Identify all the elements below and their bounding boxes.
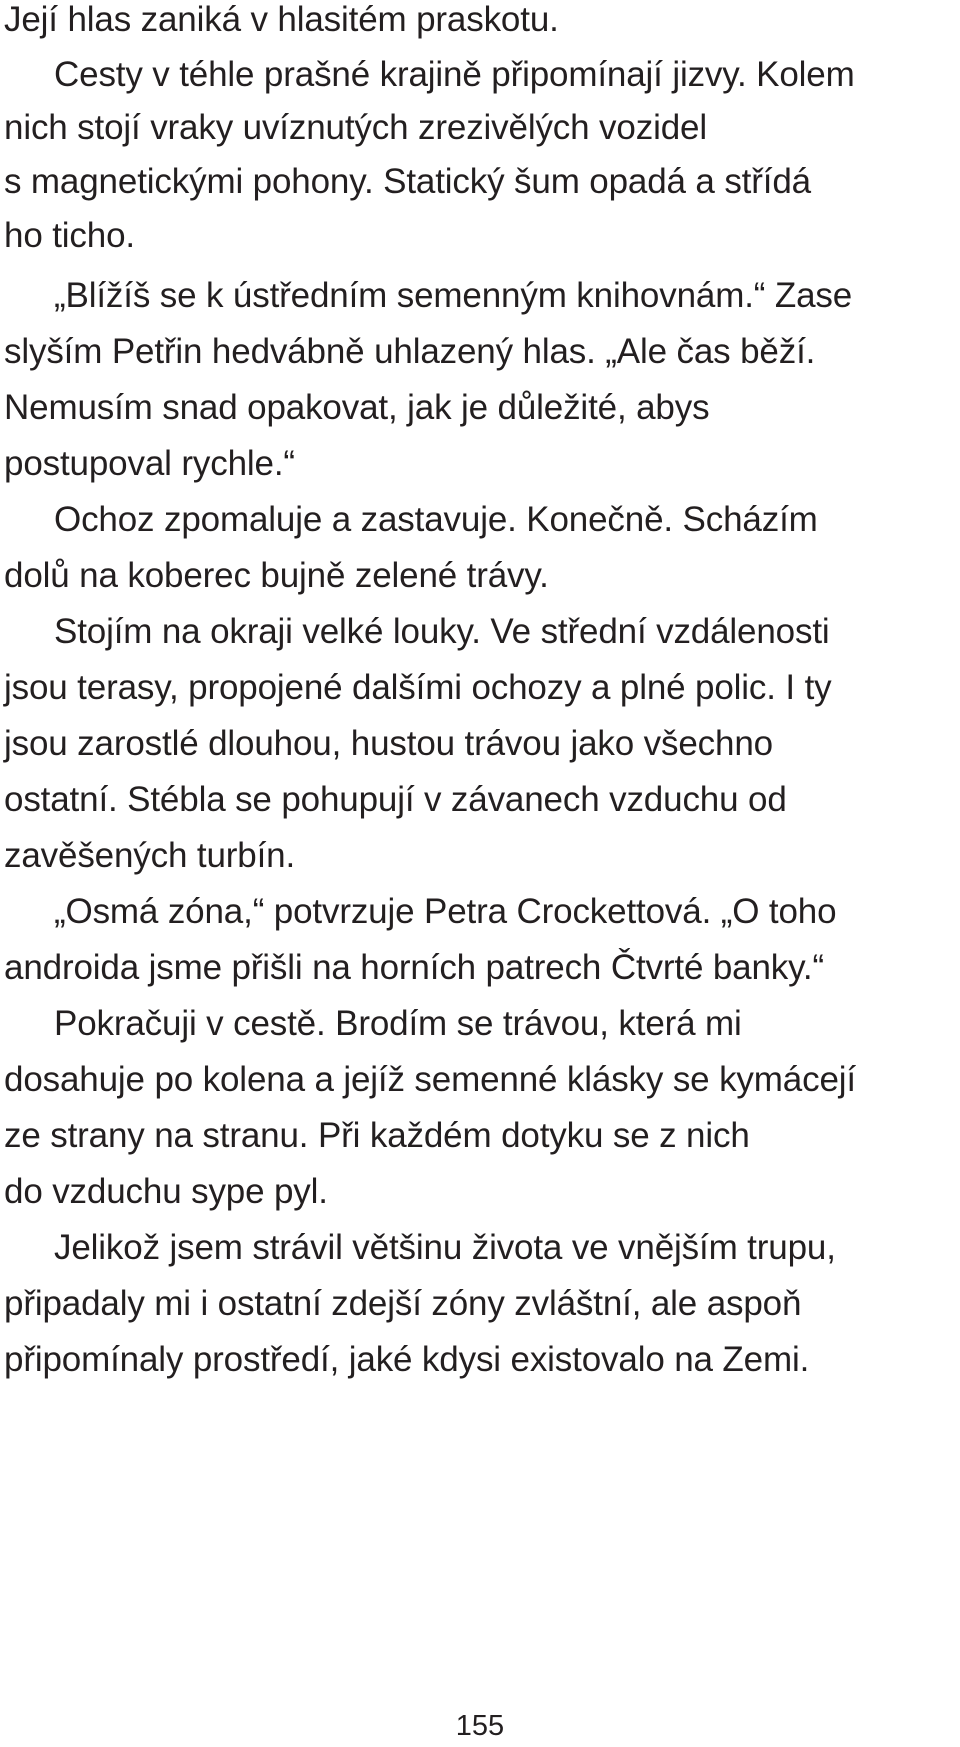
text-line: připadaly mi i ostatní zdejší zóny zvláštní, ale aspoň [4, 1284, 802, 1323]
text-line: nich stojí vraky uvíznutých zrezivělých vozidel [4, 108, 707, 147]
text-line: s magnetickými pohony. Statický šum opadá a střídá [4, 162, 811, 201]
text-line: ostatní. Stébla se pohupují v závanech vzduchu od [4, 780, 787, 819]
text-line: do vzduchu sype pyl. [4, 1172, 328, 1211]
text-line: Cesty v téhle prašné krajině připomínají jizvy. Kolem [54, 55, 855, 94]
text-line: Jelikož jsem strávil většinu života ve vnějším trupu, [54, 1228, 836, 1267]
text-line: postupoval rychle.“ [4, 444, 295, 483]
text-line: dosahuje po kolena a jejíž semenné klásky se kymácejí [4, 1060, 856, 1099]
text-line: Její hlas zaniká v hlasitém praskotu. [4, 0, 559, 39]
text-line: připomínaly prostředí, jaké kdysi existovalo na Zemi. [4, 1340, 810, 1379]
text-line: androida jsme přišli na horních patrech Čtvrté banky.“ [4, 948, 824, 987]
text-line: „Osmá zóna,“ potvrzuje Petra Crockettová. „O toho [54, 892, 837, 931]
text-line: dolů na koberec bujně zelené trávy. [4, 556, 549, 595]
text-line: Nemusím snad opakovat, jak je důležité, abys [4, 388, 710, 427]
page-number: 155 [455, 1710, 505, 1742]
text-line: jsou zarostlé dlouhou, hustou trávou jako všechno [4, 724, 773, 763]
text-line: zavěšených turbín. [4, 836, 296, 875]
text-line: ho ticho. [4, 216, 135, 255]
text-line: „Blížíš se k ústředním semenným knihovnám.“ Zase [54, 276, 853, 315]
text-line: jsou terasy, propojené dalšími ochozy a plné polic. I ty [4, 668, 832, 707]
text-line: ze strany na stranu. Při každém dotyku se z nich [4, 1116, 750, 1155]
text-line: Pokračuji v cestě. Brodím se trávou, která mi [54, 1004, 742, 1043]
text-line: Ochoz zpomaluje a zastavuje. Konečně. Scházím [54, 500, 818, 539]
text-line: Stojím na okraji velké louky. Ve střední vzdálenosti [54, 612, 830, 651]
text-line: slyším Petřin hedvábně uhlazený hlas. „Ale čas běží. [4, 332, 816, 371]
